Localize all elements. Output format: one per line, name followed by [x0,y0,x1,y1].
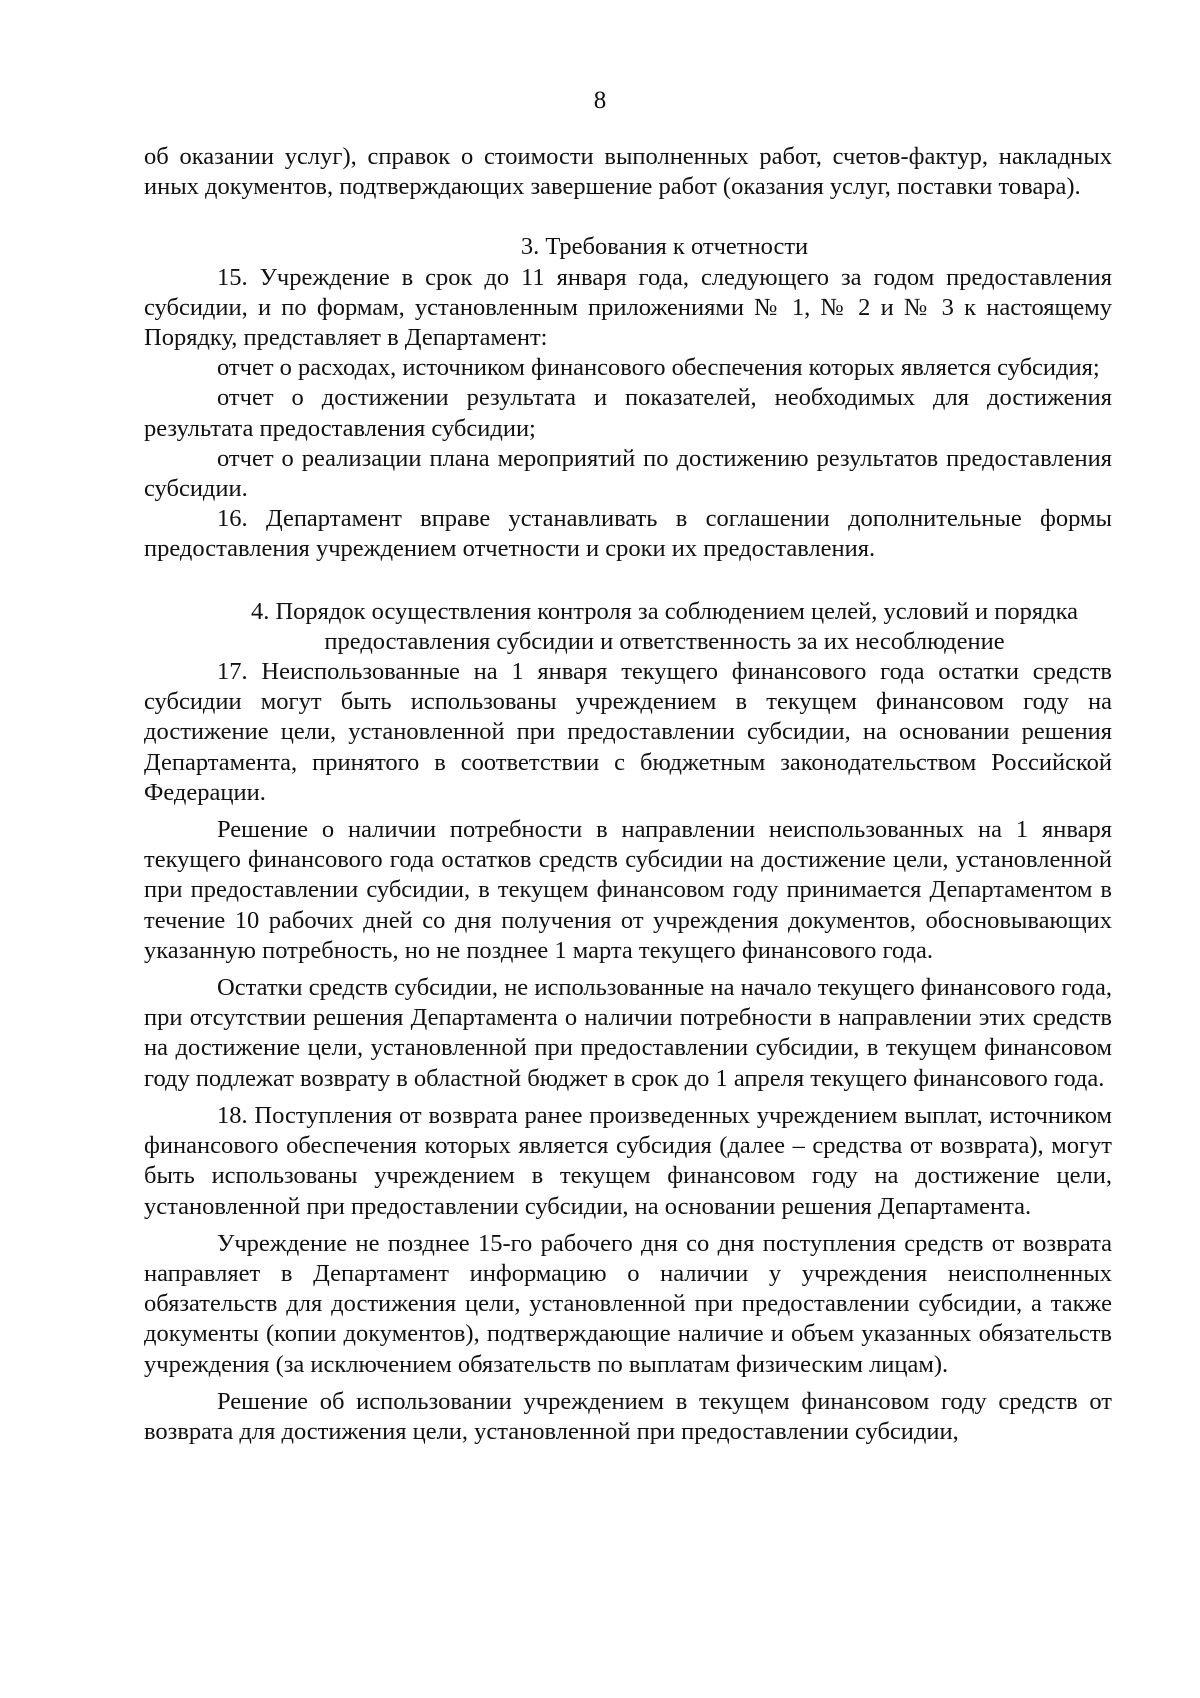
paragraph-17-decision: Решение о наличии потребности в направлении неиспользованных на 1 января текущего финансового года остатков средств субсидии на достижение цели, установленной при предоставлении субсидии, в текущем финансовом году принимается Департаментом в течение 10 рабочих дней со дня получения от учреждения документов, обосновывающих указанную потребность, но не позднее 1 марта текущего финансового года. [144,816,1112,964]
continuation-paragraph: об оказании услуг), справок о стоимости выполненных работ, счетов-фактур, накладных иных документов, подтверждающих завершение работ (оказания услуг, поставки товара). [144,143,1112,201]
page-number: 8 [593,87,607,114]
report-item-plan: отчет о реализации плана мероприятий по достижению результатов предоставления субсидии. [144,444,1112,503]
paragraph-18: 18. Поступления от возврата ранее произведенных учреждением выплат, источником финансового обеспечения которых является субсидия (далее – средства от возврата), могут быть использованы учреждением в текущем финансовом году на достижение цели, установленной при предоставлении субсидии, на основании решения Департамента. [144,1101,1112,1220]
paragraph-17-remainder: Остатки средств субсидии, не использованные на начало текущего финансового года, при отсутствии решения Департамента о наличии потребности в направлении этих средств на достижение цели, установленной при предоставлении субсидии, в текущем финансовом году подлежат возврату в областной бюджет в срок до 1 апреля текущего финансового года. [144,974,1112,1092]
report-item-expenses: отчет о расходах, источником финансового обеспечения которых является субсидия; [217,354,1100,382]
paragraph-18-info: Учреждение не позднее 15-го рабочего дня со дня поступления средств от возврата направляет в Департамент информацию о наличии у учреждения неисполненных обязательств для достижения цели, установленной при предоставлении субсидии, а также документы (копии документов), подтверждающие наличие и объем указанных обязательств учреждения (за исключением обязательств по выплатам физическим лицам). [144,1229,1112,1378]
document-body [144,142,1112,1447]
section-3-heading: 3. Требования к отчетности [520,233,809,261]
paragraph-17: 17. Неиспользованные на 1 января текущего финансового года остатки средств субсидии могут быть использованы учреждением в текущем финансовом году на достижение цели, установленной при предоставлении субсидии, на основании решения Департамента, принятого в соответствии с бюджетным законодательством Российской Федерации. [144,658,1112,806]
report-item-results: отчет о достижении результата и показателей, необходимых для достижения результата предоставления субсидии; [144,384,1112,442]
paragraph-18-decision: Решение об использовании учреждением в текущем финансовом году средств от возврата для достижения цели, установленной при предоставлении субсидии, [144,1387,1112,1445]
section-4-heading-line-2: предоставления субсидии и ответственность за их несоблюдение [324,627,1005,655]
paragraph-16: 16. Департамент вправе устанавливать в соглашении дополнительные формы предоставления учреждением отчетности и сроки их предоставления. [144,505,1112,563]
section-4-heading-line-1: 4. Порядок осуществления контроля за соблюдением целей, условий и порядка [250,597,1079,625]
paragraph-15: 15. Учреждение в срок до 11 января года, следующего за годом предоставления субсидии, и по формам, установленным приложениями № 1, № 2 и № 3 к настоящему Порядку, представляет в Департамент: [144,263,1112,352]
